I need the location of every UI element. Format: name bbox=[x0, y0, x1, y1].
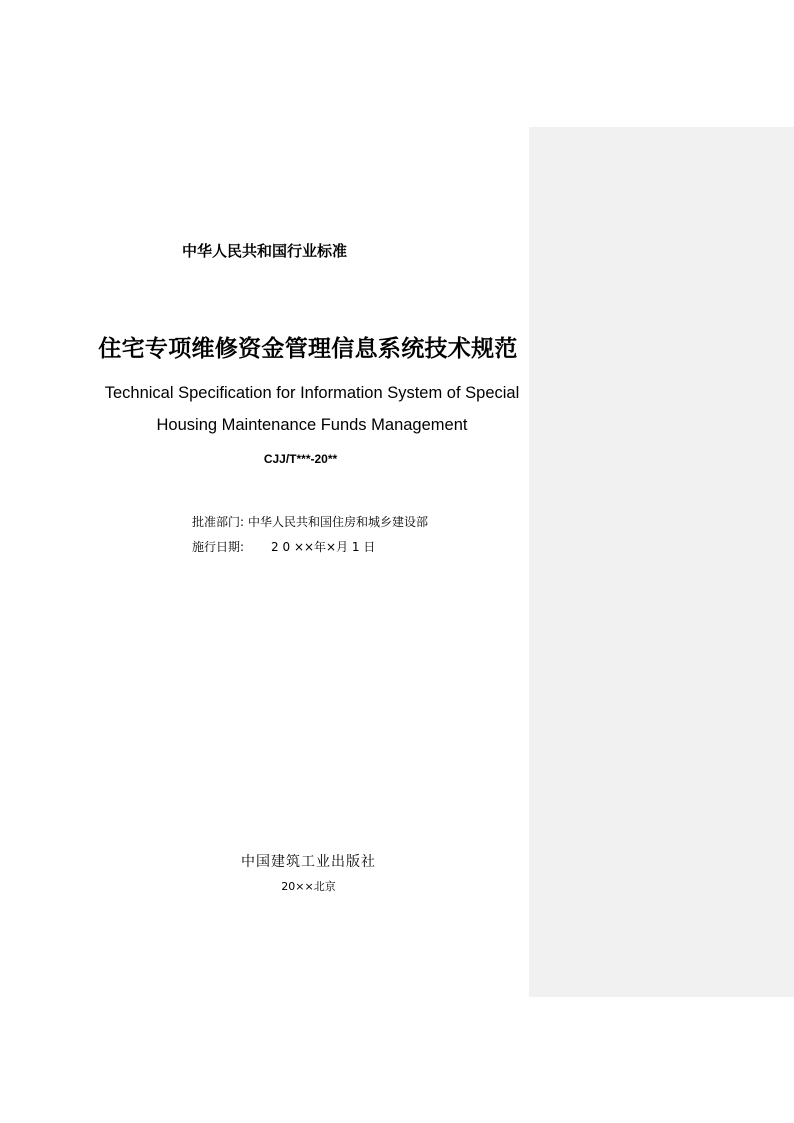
publisher-name: 中国建筑工业出版社 bbox=[241, 854, 376, 870]
chinese-title: 住宅专项维修资金管理信息系统技术规范 bbox=[98, 336, 518, 362]
english-title-line-2: Housing Maintenance Funds Management bbox=[156, 416, 468, 434]
publish-place-year: 20××北京 bbox=[281, 880, 336, 893]
standard-code: CJJ/T***-20** bbox=[263, 452, 338, 466]
effective-date-row bbox=[192, 538, 375, 555]
approval-value: 中华人民共和国住房和城乡建设部 bbox=[248, 515, 429, 529]
effective-date-label: 施行日期: bbox=[192, 540, 245, 554]
industry-standard-heading: 中华人民共和国行业标准 bbox=[181, 242, 347, 260]
english-title-line-1: Technical Specification for Information System of Special bbox=[104, 384, 520, 402]
effective-date-value: 2 0 ××年×月 1 日 bbox=[271, 540, 376, 554]
approval-department-row bbox=[192, 513, 428, 530]
approval-label: 批准部门: bbox=[192, 515, 245, 529]
